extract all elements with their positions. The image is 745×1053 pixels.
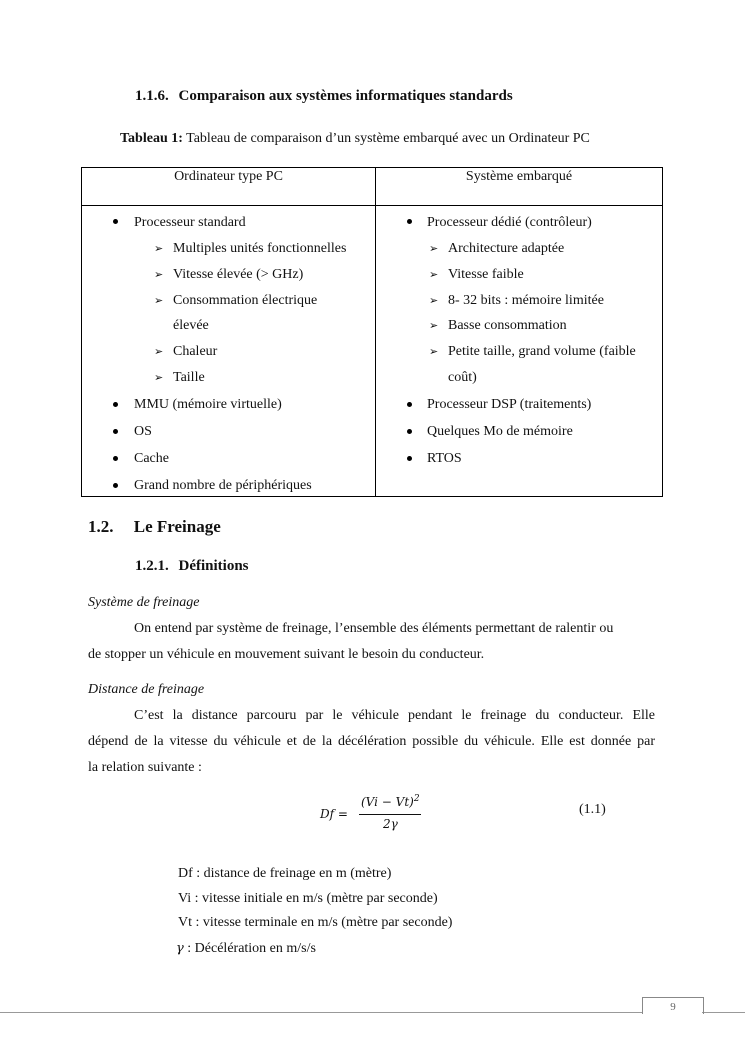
list-item: Cache <box>134 451 169 466</box>
list-item: Quelques Mo de mémoire <box>427 424 573 439</box>
bullet-icon <box>407 456 412 461</box>
legend-line: Df : distance de freinage en m (mètre) <box>178 866 392 881</box>
footer-rule <box>702 1012 745 1013</box>
table-caption-text: Tableau de comparaison d’un système embarqué avec un Ordinateur PC <box>186 131 590 146</box>
table-header-embedded: Système embarqué <box>376 168 663 206</box>
section-heading-1-2-1 <box>135 558 249 575</box>
arrow-bullet-icon: ➢ <box>154 295 164 307</box>
table-caption-label: Tableau 1: <box>120 131 183 146</box>
gamma-symbol: γ <box>176 941 184 956</box>
equation-number: (1.1) <box>579 802 606 817</box>
list-item: Vitesse élevée (> GHz) <box>173 267 304 282</box>
list-item: Architecture adaptée <box>448 241 565 256</box>
section-number: 1.1.6. <box>135 88 169 104</box>
list-item: Chaleur <box>173 344 218 359</box>
paragraph-line: C’est la distance parcouru par le véhicule pendant le freinage du conducteur. Elle <box>134 708 655 723</box>
list-item: Vitesse faible <box>448 267 524 282</box>
bullet-icon <box>407 402 412 407</box>
bullet-icon <box>113 219 118 224</box>
list-item-continuation: coût) <box>448 370 477 385</box>
arrow-bullet-icon: ➢ <box>154 243 164 255</box>
table-cell-embedded <box>376 206 663 497</box>
table-cell-pc <box>82 206 376 497</box>
formula-lhs: Df = <box>320 807 348 821</box>
comparison-table <box>81 167 663 497</box>
list-item: Consommation électrique <box>173 293 318 308</box>
paragraph-line: la relation suivante : <box>88 760 202 775</box>
section-heading-1-2 <box>88 517 221 537</box>
footer-rule <box>0 1012 643 1013</box>
list-item: Processeur DSP (traitements) <box>427 397 592 412</box>
list-item: Grand nombre de périphériques <box>134 478 312 493</box>
arrow-bullet-icon: ➢ <box>154 346 164 358</box>
list-item: Processeur dédié (contrôleur) <box>427 215 592 230</box>
formula-numerator: $(Vi - Vt)^2$ <box>361 794 420 809</box>
bullet-icon <box>113 456 118 461</box>
list-item-continuation: élevée <box>173 318 209 333</box>
table-header-pc: Ordinateur type PC <box>82 168 376 206</box>
legend-line: Vt : vitesse terminale en m/s (mètre par seconde) <box>178 915 453 930</box>
arrow-bullet-icon: ➢ <box>429 295 439 307</box>
table-caption <box>120 131 590 147</box>
formula-denominator: 2γ <box>383 817 398 831</box>
definition-term: Distance de freinage <box>88 682 205 697</box>
table-header-row <box>82 168 663 206</box>
list-item: 8- 32 bits : mémoire limitée <box>448 293 604 308</box>
list-item: Taille <box>173 370 205 385</box>
formula-exponent: 2 <box>413 794 420 804</box>
bullet-icon <box>407 219 412 224</box>
arrow-bullet-icon: ➢ <box>154 372 164 384</box>
section-title: Comparaison aux systèmes informatiques standards <box>178 88 513 104</box>
arrow-bullet-icon: ➢ <box>429 269 439 281</box>
definition-term: Système de freinage <box>88 595 200 610</box>
fraction-bar <box>359 814 421 815</box>
list-item: Processeur standard <box>134 215 246 230</box>
section-number: 1.2.1. <box>135 558 169 574</box>
section-title: Définitions <box>178 558 249 574</box>
bullet-icon <box>113 402 118 407</box>
arrow-bullet-icon: ➢ <box>429 243 439 255</box>
list-item: RTOS <box>427 451 462 466</box>
list-item: Multiples unités fonctionnelles <box>173 241 347 256</box>
arrow-bullet-icon: ➢ <box>429 320 439 332</box>
paragraph-line: dépend de la vitesse du véhicule et de la décélération possible du véhicule. Elle est donnée par <box>88 734 655 749</box>
list-item: Petite taille, grand volume (faible <box>448 344 636 359</box>
bullet-icon <box>113 483 118 488</box>
arrow-bullet-icon: ➢ <box>154 269 164 281</box>
page-number: 9 <box>642 997 704 1014</box>
bullet-icon <box>407 429 412 434</box>
list-item: OS <box>134 424 152 439</box>
section-number: 1.2. <box>88 517 114 536</box>
bullet-icon <box>113 429 118 434</box>
table-body-row <box>82 206 663 497</box>
legend-line: Vi : vitesse initiale en m/s (mètre par seconde) <box>178 891 438 906</box>
section-title: Le Freinage <box>133 517 221 536</box>
paragraph-line: de stopper un véhicule en mouvement suivant le besoin du conducteur. <box>88 647 485 662</box>
paragraph-line: On entend par système de freinage, l’ensemble des éléments permettant de ralentir ou <box>134 621 614 636</box>
section-heading-1-1-6 <box>135 88 513 105</box>
legend-line: γ : Décélération en m/s/s <box>176 941 316 956</box>
list-item: MMU (mémoire virtuelle) <box>134 397 282 412</box>
list-item: Basse consommation <box>448 318 567 333</box>
arrow-bullet-icon: ➢ <box>429 346 439 358</box>
